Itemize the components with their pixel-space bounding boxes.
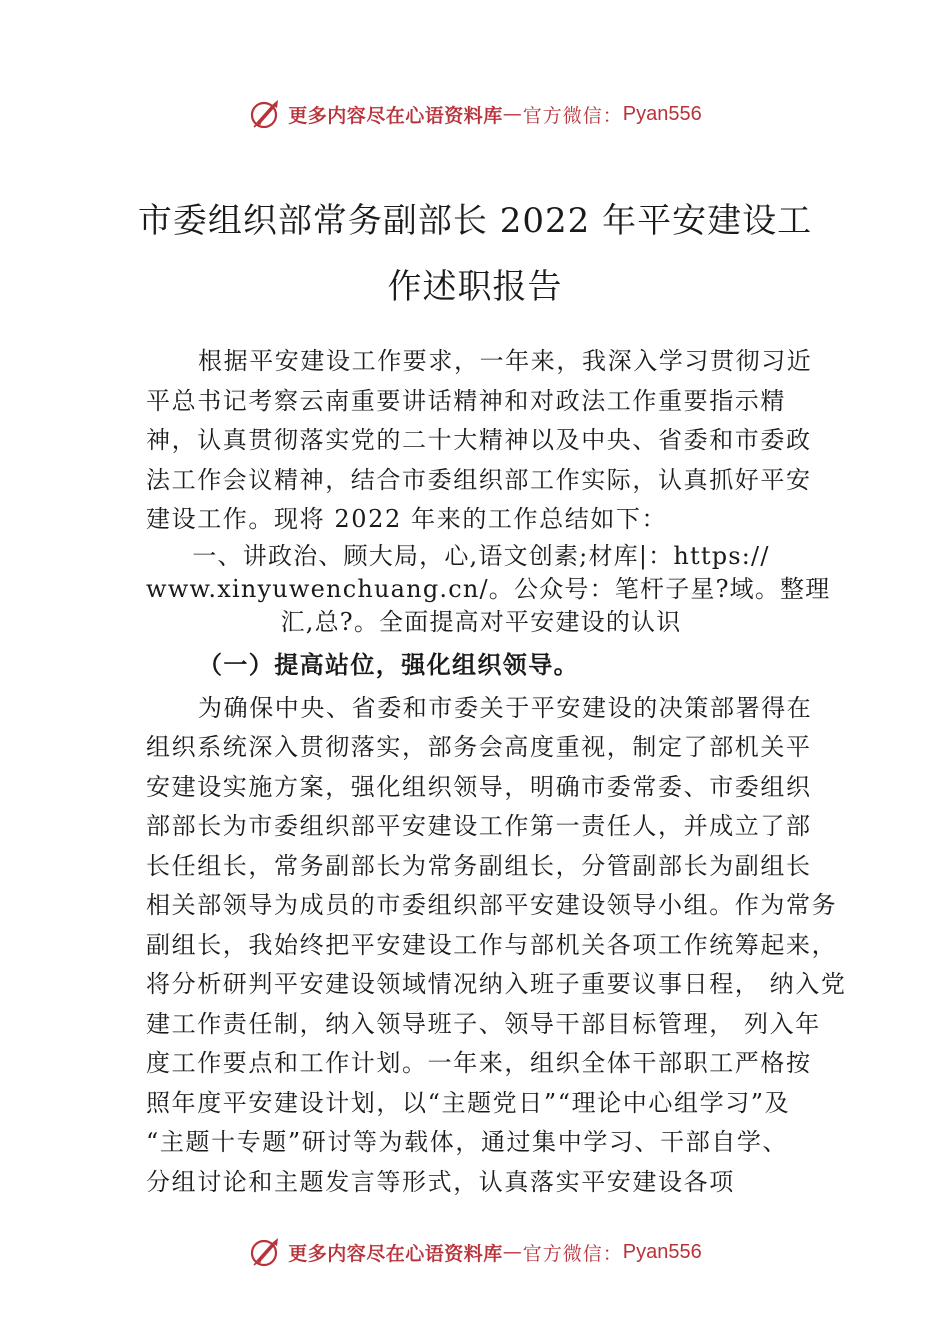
bottom-watermark-banner: [0, 1232, 950, 1272]
intro-paragraph: [146, 342, 816, 540]
section-1-heading: [146, 540, 831, 639]
body-line: 相关部领导为成员的市委组织部平安建设领导小组。作为常务: [146, 891, 838, 919]
body-line: 安建设实施方案，强化组织领导，明确市委常委、市委组织: [146, 772, 812, 801]
subsection-1-heading: （一）提高站位，强化组织领导。: [198, 649, 579, 679]
document-title: [130, 188, 820, 320]
top-watermark-banner: [0, 94, 950, 134]
body-line: 建工作责任制，纳入领导班子、领导干部目标管理， 列入年: [146, 1009, 821, 1038]
body-line: 将分析研判平安建设领域情况纳入班子重要议事日程， 纳入党: [146, 970, 847, 998]
section-1-line: www.xinyuwenchuang.cn/。公众号：笔杆子星?域。整理: [146, 574, 831, 603]
body-line: 部部长为市委组织部平安建设工作第一责任人，并成立了部: [146, 812, 812, 840]
quill-pen-logo-icon: [248, 97, 282, 131]
section-1-line: 一、讲政治、顾大局，心,语文创素;材库|：https://: [192, 541, 770, 570]
intro-line: 建设工作。现将 2022 年来的工作总结如下：: [146, 505, 668, 533]
title-line-1: 市委组织部常务副部长 2022 年平安建设工: [137, 201, 813, 241]
banner-lead-text: 更多内容尽在心语资料库: [288, 104, 503, 127]
banner-lead-text: 更多内容尽在心语资料库: [288, 1242, 503, 1265]
intro-line: 根据平安建设工作要求，一年来，我深入学习贯彻习近: [198, 347, 813, 375]
intro-line: 平总书记考察云南重要讲话精神和对政法工作重要指示精: [146, 386, 786, 415]
banner-dash: —: [502, 103, 523, 125]
body-paragraph: [146, 689, 847, 1203]
section-1-line: 汇,总?。全面提高对平安建设的认识: [280, 607, 682, 636]
intro-line: 神，认真贯彻落实党的二十大精神以及中央、省委和市委政: [146, 426, 812, 454]
body-line: 长任组长，常务副部长为常务副组长，分管副部长为副组长: [146, 851, 812, 880]
banner-wechat-label: 官方微信：: [522, 104, 623, 127]
body-line: 度工作要点和工作计划。一年来，组织全体干部职工严格按: [146, 1049, 812, 1077]
intro-line: 法工作会议精神，结合市委组织部工作实际，认真抓好平安: [146, 465, 812, 494]
banner-dash: —: [502, 1241, 523, 1263]
body-line: 副组长，我始终把平安建设工作与部机关各项工作统筹起来，: [146, 930, 838, 959]
banner-handle: Pyan556: [622, 102, 702, 125]
body-line: 照年度平安建设计划，以“主题党日”“理论中心组学习”及: [146, 1088, 791, 1117]
document-body: [146, 342, 847, 1202]
body-line: 为确保中央、省委和市委关于平安建设的决策部署得在: [198, 693, 813, 722]
body-line: 组织系统深入贯彻落实，部务会高度重视，制定了部机关平: [146, 733, 812, 761]
quill-pen-logo-icon: [248, 1235, 282, 1269]
banner-handle: Pyan556: [622, 1240, 702, 1263]
body-line: “主题十专题”研讨等为载体，通过集中学习、干部自学、: [146, 1128, 789, 1156]
body-line: 分组讨论和主题发言等形式，认真落实平安建设各项: [146, 1167, 735, 1196]
title-line-2: 作述职报告: [387, 267, 563, 307]
banner-wechat-label: 官方微信：: [522, 1242, 623, 1265]
